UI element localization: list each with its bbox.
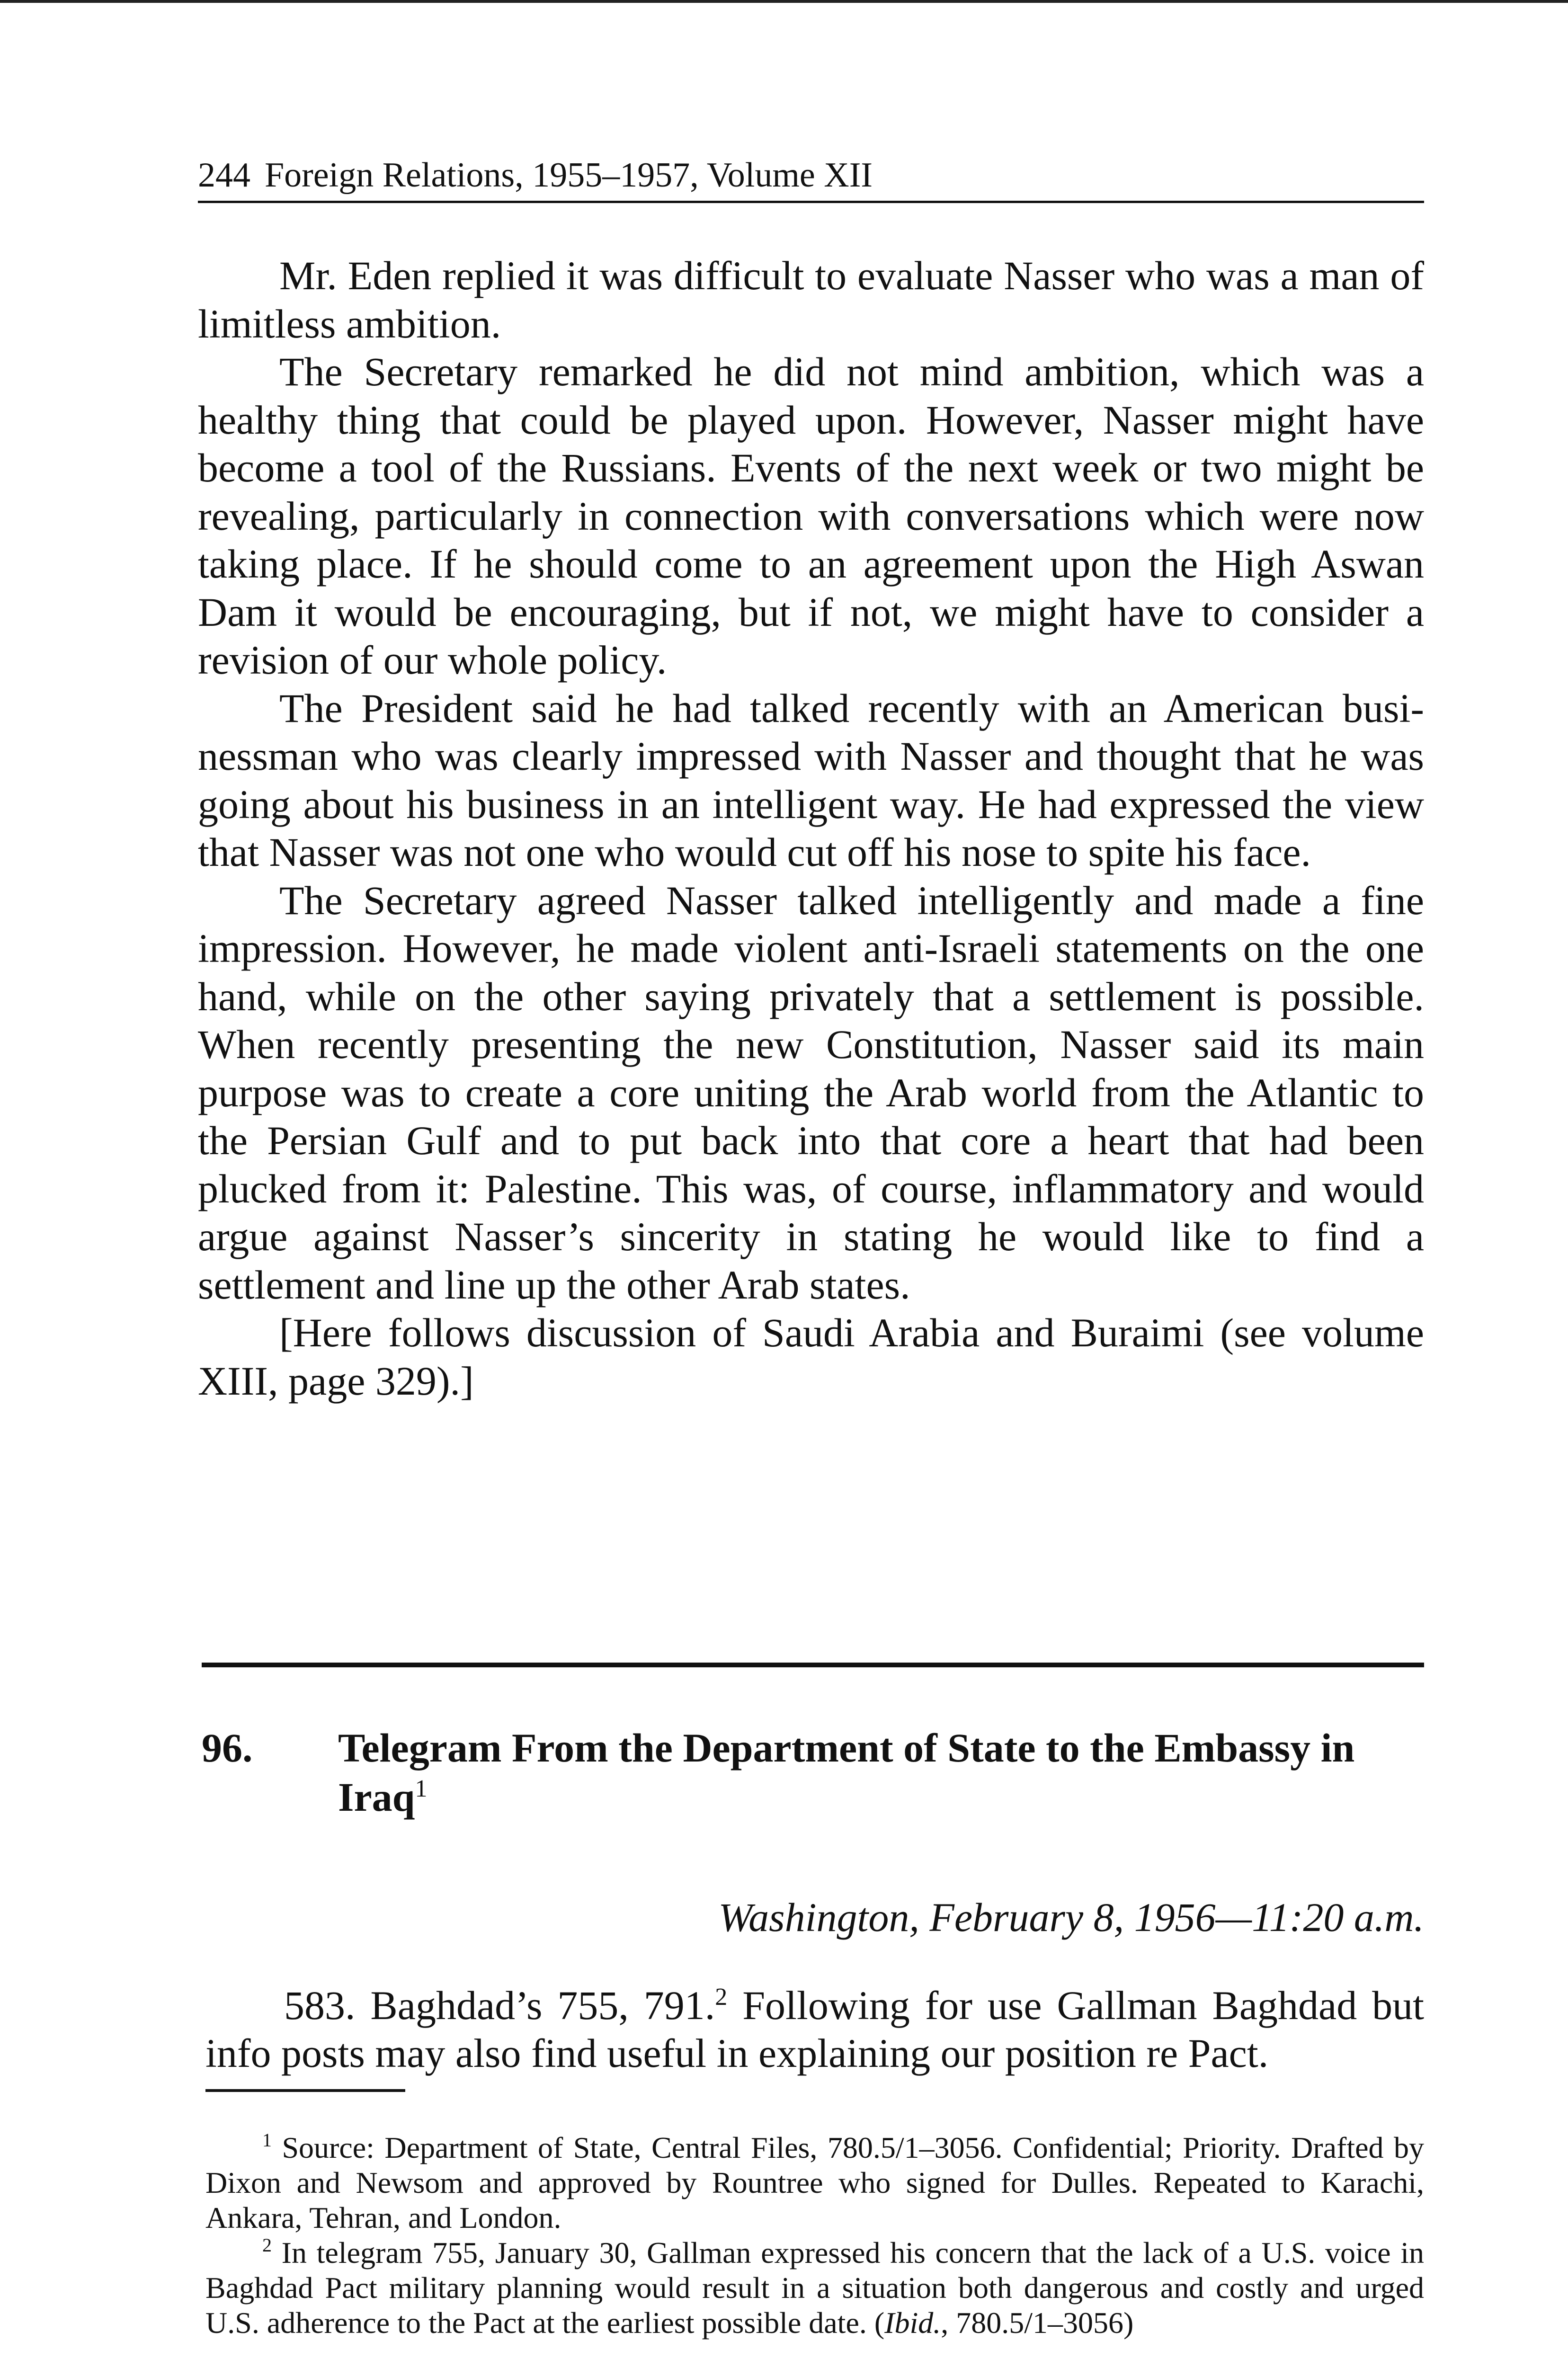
title-footnote-marker: 1 [415,1775,428,1802]
body-paragraph: The Secretary remarked he did not mind ambition, which was a healthy thing that could be played upon. However, Nasser might have become a tool of the Russians. Events of the next week or two might be revealing, particularly in connection with conversations which were now taking place. If he should come to an agreement upon the High Aswan Dam it would be encouraging, but if not, we might have to consider a revision of our whole policy. [198,349,1424,683]
running-head-title: Foreign Relations, 1955–1957, Volume XII [265,156,873,195]
footnote [205,2235,1424,2340]
body-paragraph: [Here follows discussion of Saudi Arabia and Buraimi (see volume XIII, page 329).] [198,1310,1424,1404]
document-title [338,1723,1424,1822]
document-heading [202,1723,1424,1822]
footnote [205,2130,1424,2235]
body-text [198,252,1424,1405]
footnote-ibid: Ibid. [884,2306,941,2340]
footnote-marker: 2 [262,2234,272,2256]
document-title-text: Telegram From the Department of State to the Embassy in Iraq [338,1725,1355,1820]
body-paragraph: The President said he had talked recently with an American businessman who was clearly impressed with Nasser and thought that he was going about his business in an intelligent way. He had expressed the view that Nasser was not one who would cut off his nose to spite his face. [198,685,1424,875]
footnote-text: In telegram 755, January 30, Gallman expressed his concern that the lack of a U.S. voice in Baghdad Pact military planning would result in a situation both dangerous and costly and urged U.S. adherence to the Pact at the earliest possible date. ( [205,2236,1424,2340]
body-paragraph: Mr. Eden replied it was difficult to evaluate Nasser who was a man of limitless ambition. [198,253,1424,347]
running-head-rule [198,201,1424,203]
footnote-text: Source: Department of State, Central Files, 780.5/1–3056. Confidential; Priority. Drafted by Dixon and Newsom and approved by Rountree who signed for Dulles. Repeated to Karachi, Ankara, Tehran, and London. [205,2131,1424,2234]
dateline: Washington, February 8, 1956—11:20 a.m. [718,1895,1424,1940]
telegram-lead: 583. Baghdad’s 755, 791. [284,1983,715,2028]
running-head [198,151,1424,200]
section-divider [202,1663,1424,1667]
document-number: 96. [202,1725,253,1771]
footnote-marker: 1 [262,2129,272,2151]
telegram-text [205,1982,1424,2077]
footnotes [205,2130,1424,2340]
telegram-rest: Following for use Gallman Baghdad but info posts may also find useful in explaining our position re Pact. [205,1983,1424,2076]
footnote-rule [205,2089,405,2092]
telegram-paragraph [205,1982,1424,2077]
text-footnote-marker: 2 [715,1984,728,2011]
page-number: 244 [198,156,250,195]
footnote-text-end: , 780.5/1–3056) [941,2306,1134,2340]
top-border [0,0,1568,3]
body-paragraph: The Secretary agreed Nasser talked intelligently and made a fine impression. However, he made violent anti-Israeli statements on the one hand, while on the other saying privately that a settlement is possible. When recently presenting the new Constitution, Nasser said its main purpose was to create a core uniting the Arab world from the Atlantic to the Persian Gulf and to put back into that core a heart that had been plucked from it: Palestine. This was, of course, inflammatory and would argue against Nasser’s sincerity in stating he would like to find a settlement and line up the other Arab states. [198,877,1424,1308]
